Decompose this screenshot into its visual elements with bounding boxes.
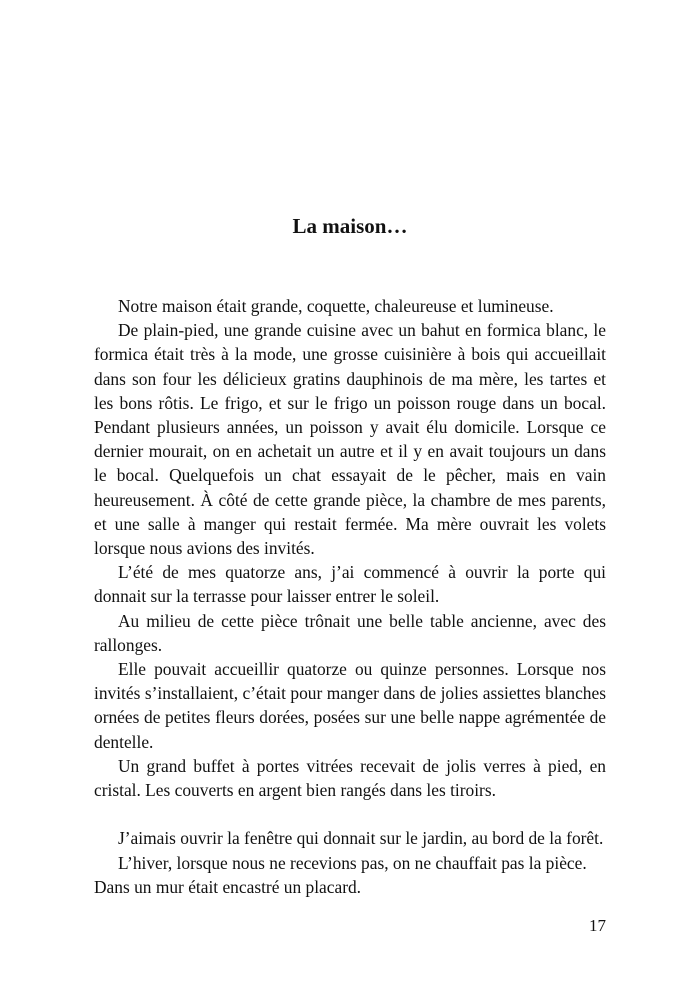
- paragraph-5: Elle pouvait accueillir quatorze ou quinze personnes. Lorsque nos invités s’installaient, c’était pour manger dans de jolies assiettes blanches ornées de petites fleurs dorées, posées sur une belle nappe agrémentée de dentelle.: [94, 659, 606, 752]
- paragraph-7: J’aimais ouvrir la fenêtre qui donnait sur le jardin, au bord de la forêt.: [118, 828, 604, 849]
- paragraph-8: L’hiver, lorsque nous ne recevions pas, on ne chauffait pas la pièce.: [118, 852, 587, 873]
- paragraph-4: Au milieu de cette pièce trônait une belle table ancienne, avec des rallonges.: [94, 610, 606, 655]
- paragraph-1: Notre maison était grande, coquette, chaleureuse et lumineuse.: [118, 296, 554, 316]
- paragraph-6: Un grand buffet à portes vitrées recevait de jolis verres à pied, en cristal. Les couverts en argent bien rangés dans les tiroirs.: [94, 755, 606, 801]
- chapter-title: La maison…: [292, 214, 408, 239]
- chapter-body: [94, 294, 606, 899]
- paragraph-3: L’été de mes quatorze ans, j’ai commencé à ouvrir la porte qui donnait sur la terrasse pour laisser entrer le soleil.: [94, 562, 606, 607]
- paragraph-9: Dans un mur était encastré un placard.: [94, 876, 362, 897]
- paragraph-2: De plain-pied, une grande cuisine avec un bahut en formica blanc, le formica était très à la mode, une grosse cuisinière à bois qui accueillait dans son four les délicieux gratins dauphinois de ma mère, les tartes et les bons rôtis. Le frigo, et sur le frigo un poisson rouge dans un bocal. Pendant plusieurs années, un poisson y avait élu domicile. Lorsque ce dernier mourait, on en achetait un autre et il y en avait toujours un dans le bocal. Quelquefois un chat essayait de le pêcher, mais en vain heureusement. À côté de cette grande pièce, la chambre de mes parents, et une salle à manger qui restait fermée. Ma mère ouvrait les volets lorsque nous avions des invités.: [94, 320, 606, 559]
- page-number: 17: [589, 916, 606, 935]
